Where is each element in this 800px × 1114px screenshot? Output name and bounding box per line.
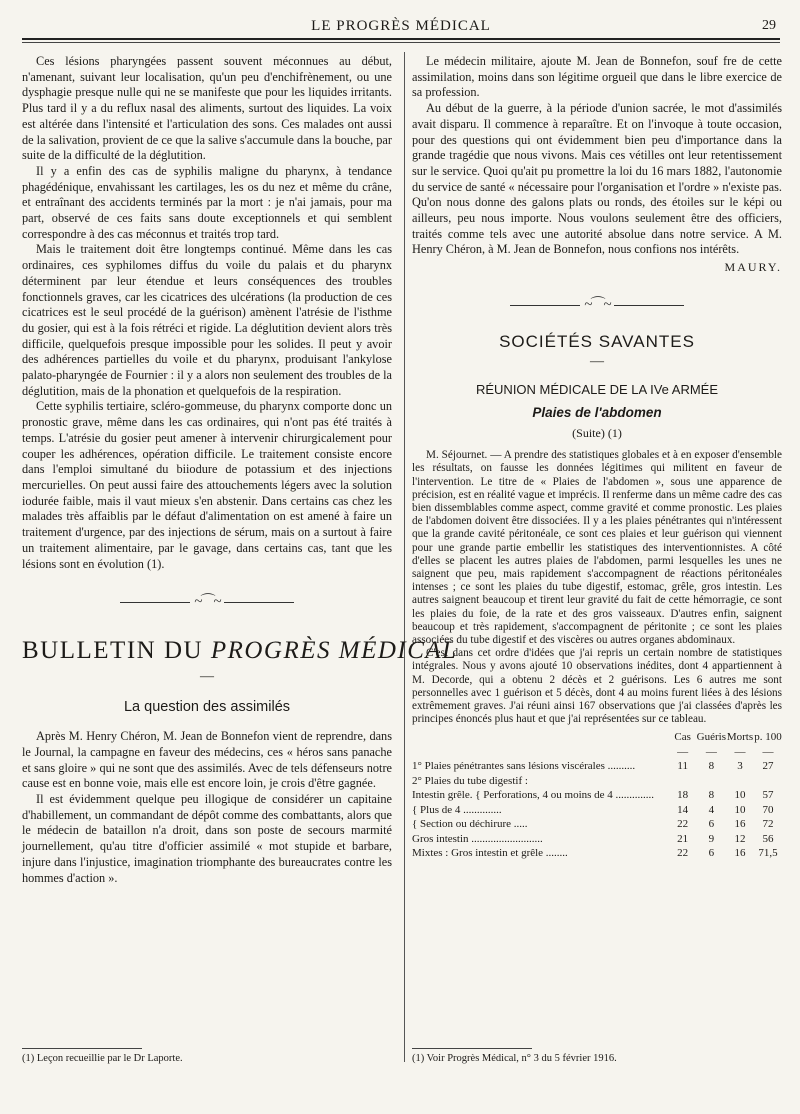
table-row bbox=[412, 803, 782, 818]
body-paragraph: Mais le traitement doit être longtemps continué. Même dans les cas ordinaires, ces syphilomes diffus du voile du palais et du pharynx déterminent par leur étendue et leurs conséquences des troubles fonctionnels graves, car les cicatrices des ulcérations (la production de ces cicatrices est le seul procédé de la guérison) amènent l'atrésie de l'isthme du gosier, qui est à la fois rétréci et rigide. La déglutition devient alors très difficile, quelquefois presque impossible pour les solides. Il peut y avoir des adhérences partielles du voile et du pharynx, produisant l'ankylose palato-pharyngée de Fournier : il y a alors non seulement des troubles de la déglutition, mais de la phonation et quelquefois de la respiration. bbox=[22, 242, 392, 398]
table-row bbox=[412, 774, 782, 789]
bulletin-title bbox=[22, 637, 458, 665]
column-header: Morts bbox=[726, 731, 754, 744]
page-header bbox=[22, 14, 780, 40]
cell-morts bbox=[726, 774, 754, 789]
small-text-block bbox=[412, 449, 782, 726]
cell-pct: 27 bbox=[762, 760, 774, 773]
cell-pct bbox=[754, 774, 782, 789]
cell-gueris: 6 bbox=[708, 847, 715, 860]
article-title: Plaies de l'abdomen bbox=[532, 405, 662, 421]
header-rule bbox=[22, 38, 780, 40]
journal-title: LE PROGRÈS MÉDICAL bbox=[311, 18, 491, 34]
table-header-row bbox=[412, 730, 782, 745]
cell-gueris: 9 bbox=[708, 832, 715, 845]
cell-morts: 12 bbox=[734, 832, 746, 845]
cell-gueris: 6 bbox=[708, 818, 715, 831]
left-footnote bbox=[22, 1048, 392, 1064]
row-label: { Plus de 4 .............. bbox=[412, 803, 502, 816]
body-paragraph: Cette syphilis tertiaire, scléro-gommeuse, du pharynx comporte donc un pronostic grave, même dans les cas ordinaires, qui n'ont pas été traités à temps. L'atrésie du gosier peut amener à intervenir chirurgicalement pour couper les adhérences, opération difficile. Le traitement consiste encore dans l'emploi simultané du biiodure de potassium et des injections mercurielles. On peut aussi faire des attouchements légers avec la solution iodurée faible, mais il vaut mieux s'en abstenir. Dans certains cas chez les malades très affaiblis par le défaut d'alimentation on est amené à faire un traitement d'urgence, par des injections de sérum, mais on a surtout à faire un traitement alimentaire, par le gavage, dans certains cas, tant que les lésions sont en évolution (1). bbox=[22, 399, 392, 571]
article-title: La question des assimilés bbox=[123, 699, 291, 716]
cell-morts: 16 bbox=[734, 818, 746, 831]
table-row bbox=[412, 788, 782, 803]
cell-pct: 57 bbox=[762, 789, 774, 802]
cell-cas: 14 bbox=[677, 803, 689, 816]
section-title: SOCIÉTÉS SAVANTES bbox=[499, 332, 695, 352]
footnote-text: (1) Leçon recueillie par le Dr Laporte. bbox=[22, 1053, 183, 1064]
cell-morts: 10 bbox=[734, 789, 746, 802]
cell-gueris: 4 bbox=[708, 803, 715, 816]
body-paragraph: Ces lésions pharyngées passent souvent méconnues au début, n'amenant, suivant leur localisation, qu'un peu d'enchifrènement, ou une dysphagie presque nulle qui ne se manifeste que pour les liquides irritants. Plus tard il y a du reflux nasal des aliments, surtout des liquides. La voix est altérée dans l'intensité et l'articulation des sons. Ces malades ont aussi de la salivation, provient de ce que la salive s'accumule dans la bouche, par suite de la difficulté de la déglutition. bbox=[22, 54, 392, 163]
bulletin-title-italic: PROGRÈS MÉDICAL bbox=[210, 637, 458, 665]
statistics-table bbox=[412, 730, 782, 861]
table-row bbox=[412, 846, 782, 861]
body-paragraph: C'est dans cet ordre d'idées que j'ai repris un certain nombre de statistiques intégrales. Nous y avons ajouté 10 observations inédites, dont 4 appartiennent à M. Decorde, qui a obtenu 2 décès et 2 guérisons. Les 6 autres me sont personnelles avec 1 guérison et 5 décès, dont 4 au moins furent liées à des lésions extrêmement graves. J'ai réuni ainsi 167 observations que j'ai classées d'après les principes énoncés plus haut et que j'ai représentées sur ce tableau. bbox=[412, 647, 782, 726]
cell-cas bbox=[669, 774, 697, 789]
column-header: Guéris bbox=[696, 731, 726, 744]
table-dash-row: — — — — bbox=[677, 745, 774, 758]
row-label: Intestin grêle. { Perforations, 4 ou moins de 4 .............. bbox=[412, 789, 655, 802]
cell-cas: 21 bbox=[677, 832, 689, 845]
right-footnote bbox=[412, 1048, 782, 1064]
body-paragraph: Le médecin militaire, ajoute M. Jean de Bonnefon, souf fre de cette assimilation, moins dans son légitime orgueil que dans le libre exercice de sa profession. bbox=[412, 54, 782, 100]
cell-gueris: 8 bbox=[708, 760, 715, 773]
cell-cas: 18 bbox=[677, 789, 689, 802]
cell-pct: 71,5 bbox=[758, 847, 778, 860]
table-row bbox=[412, 832, 782, 847]
row-label: { Section ou déchirure ..... bbox=[412, 818, 528, 831]
signature: MAURY. bbox=[724, 260, 782, 275]
header-rule-thin bbox=[22, 42, 780, 43]
page-number: 29 bbox=[762, 18, 776, 33]
cell-morts: 16 bbox=[734, 847, 746, 860]
cell-pct: 72 bbox=[762, 818, 774, 831]
bulletin-title-text: BULLETIN DU bbox=[22, 637, 204, 665]
section-ornament: ~⌒~ bbox=[22, 590, 392, 611]
cell-cas: 22 bbox=[677, 818, 689, 831]
table-row bbox=[412, 759, 782, 774]
section-ornament: ~⌒~ bbox=[412, 293, 782, 314]
title-dash: — bbox=[590, 354, 604, 370]
row-label: Mixtes : Gros intestin et grêle ........ bbox=[412, 847, 568, 860]
continued-note: (Suite) (1) bbox=[572, 426, 622, 441]
table-row bbox=[412, 817, 782, 832]
body-paragraph: Il est évidemment quelque peu illogique de considérer un capitaine d'habillement, un commandant de dépôt comme des combattants, alors que le médecin de bataillon n'a droit, dans son poste de secours marmité journellement, qu'au titre d'officier assimilé « mot stupide et barbare, injure dans l'injustice, imagination triomphante des bureaucrates contre les hommes d'action ». bbox=[22, 792, 392, 885]
title-dash: — bbox=[200, 669, 214, 685]
cell-cas: 11 bbox=[677, 760, 688, 773]
body-paragraph: Au début de la guerre, à la période d'union sacrée, le mot d'assimilés avait disparu. Il commence à reparaître. Et on l'invoque à toute occasion, pour des questions qui ont évidemment bien peu d'importance dans la grande tragédie que nous vivons. Mais ces vétilles ont leur retentissement sur le service. Quoi qu'ait pu promettre la loi du 16 mars 1882, l'autonomie du service de santé « nécessaire pour l'organisation et l'ordre » n'existe pas. Qu'on nous donne des galons plats ou ronds, des étoiles sur le képi ou ailleurs, peu nous importe. Nous voulons seulement être des officiers, traités comme tels avec une autorité absolue dans notre service. A M. Henry Chéron, à M. Jean de Bonnefon, nous confions nos intérêts. bbox=[412, 101, 782, 257]
right-column bbox=[412, 54, 782, 861]
cell-cas: 22 bbox=[677, 847, 689, 860]
column-header: p. 100 bbox=[754, 731, 782, 744]
cell-pct: 56 bbox=[762, 832, 774, 845]
cell-gueris bbox=[697, 774, 726, 789]
body-paragraph: Après M. Henry Chéron, M. Jean de Bonnefon vient de reprendre, dans le Journal, la campagne en faveur des médecins, ces « héros sans panache et sans gloire » qui ne sont que des assimilés. Avec de tels défenseurs notre cause est en bonne voie, mais elle est encore loin, je crois d'être gagnée. bbox=[22, 729, 392, 791]
body-paragraph: M. Séjournet. — A prendre des statistiques globales et à en exposer d'ensemble les résultats, on fausse les données légitimes qui militent en faveur de l'intervention. Le titre de « Plaies de l'abdomen », sous une apparence de précision, est en réalité vague et imprécis. Il renferme dans un même cadre des cas bien dissemblables comme aspect, comme gravité et comme pronostic. Les plaies de l'abdomen doivent être dissociées. Il y a les plaies pénétrantes qui n'intéressent que la grande cavité péritonéale, ce sont ces plaies et leur guérison qui viennent pour une grande partie embellir les statistiques des interventionnistes. A côté d'elles se placent les autres plaies de l'abdomen, parmi lesquelles les unes ne saignent que peu, mais rapidement s'accompagnent de réactions péritonéales intenses ; ce sont les plaies du tube digestif, estomac, grêle, gros intestin. Les autres saignent beaucoup et tirent leur gravité du fait de cette hémorragie, ce sont les plaies du foie, de la rate et des gros vaisseaux. D'autres enfin, saignent beaucoup et très rapidement, s'accompagnent de péritonite ; ce sont les plaies associées du tube digestif et des viscères ou autres organes abdominaux. bbox=[412, 449, 782, 646]
footnote-text: (1) Voir Progrès Médical, n° 3 du 5 février 1916. bbox=[412, 1053, 617, 1064]
cell-gueris: 8 bbox=[708, 789, 715, 802]
column-separator bbox=[404, 52, 405, 1062]
cell-pct: 70 bbox=[762, 803, 774, 816]
column-header: Cas bbox=[674, 731, 691, 744]
row-label: 1° Plaies pénétrantes sans lésions viscérales .......... bbox=[412, 760, 636, 773]
cell-morts: 3 bbox=[737, 760, 743, 773]
subsection-title: RÉUNION MÉDICALE DE LA IVe ARMÉE bbox=[475, 382, 719, 398]
cell-morts: 10 bbox=[734, 803, 746, 816]
body-paragraph: Il y a enfin des cas de syphilis maligne du pharynx, à tendance phagédénique, envahissant les cartilages, les os du nez et même du crâne, et entraînant des accidents terminés par la mort : je n'ai jamais, pour ma part, observé de ces faits sans doute exceptionnels et qui semblent correspondre à des cas méconnus et traités trop tard. bbox=[22, 163, 392, 241]
row-label: Gros intestin .......................... bbox=[412, 832, 543, 845]
row-label: 2° Plaies du tube digestif : bbox=[412, 774, 528, 787]
